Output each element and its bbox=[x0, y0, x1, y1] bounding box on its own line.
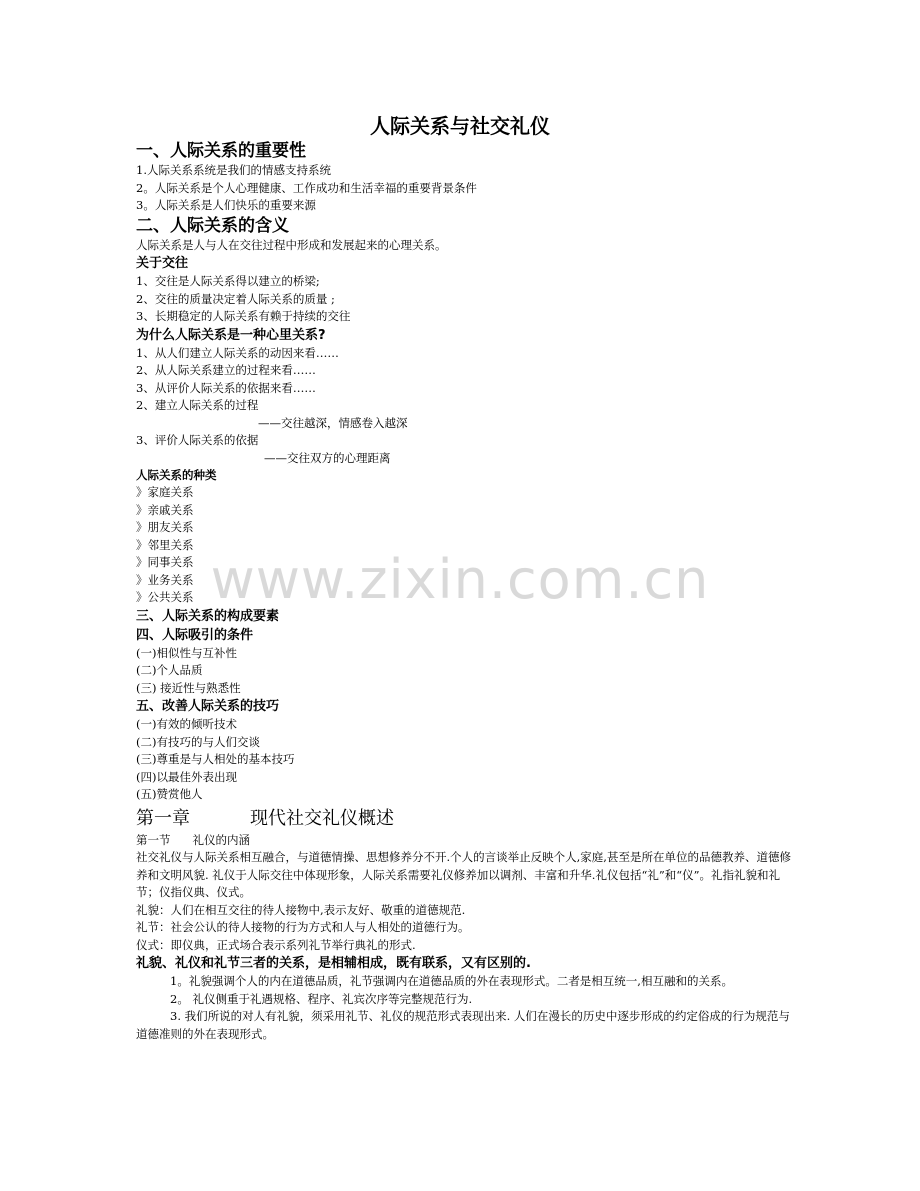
s2-sub1-item: 2、交往的质量决定着人际关系的质量 ; bbox=[136, 291, 335, 306]
relation-point: 1。礼貌强调个人的内在道德品质，礼节强调内在道德品质的外在表现形式。二者是相互统一,相互融和的关系。 bbox=[170, 974, 733, 988]
document-body bbox=[136, 140, 796, 1043]
relation-type-item: 》公共关系 bbox=[136, 590, 194, 604]
relation-point: 3. 我们所说的对人有礼貌，须采用礼节、礼仪的规范形式表现出来. 人们在漫长的历史中逐步形成的约定俗成的行为规范与道德准则的外在表现形式。 bbox=[136, 1009, 790, 1041]
section-heading bbox=[136, 832, 796, 850]
relation-type-item: 》亲戚关系 bbox=[136, 502, 194, 517]
s2-types-heading: 人际关系的种类 bbox=[136, 468, 217, 482]
s5-item: (三)尊重是与人相处的基本技巧 bbox=[136, 752, 295, 766]
s5-item: (一)有效的倾听技术 bbox=[136, 717, 237, 731]
section-4-heading: 四、人际吸引的条件 bbox=[136, 627, 254, 643]
section-number: 第一节 bbox=[136, 832, 171, 847]
relation-heading: 礼貌、礼仪和礼节三者的关系，是相辅相成，既有联系，又有区别的. bbox=[136, 956, 531, 971]
relation-type-item: 》业务关系 bbox=[136, 572, 194, 587]
s2-dash-note: ——交往越深，情感卷入越深 bbox=[258, 415, 408, 430]
s2-subheading-why: 为什么人际关系是一种心里关系? bbox=[136, 327, 326, 343]
s5-item: (二)有技巧的与人们交谈 bbox=[136, 734, 260, 749]
s2-sub2-item: 1、从人们建立人际关系的动因来看…… bbox=[136, 345, 339, 360]
s2-sub2-item: 2、从人际关系建立的过程来看…… bbox=[136, 363, 316, 377]
s2-sub1-item: 1、交往是人际关系得以建立的桥梁; bbox=[136, 274, 320, 288]
relation-type-item: 》邻里关系 bbox=[136, 537, 194, 552]
chapter-number: 第一章 bbox=[136, 807, 190, 829]
s4-item: (二)个人品质 bbox=[136, 663, 203, 677]
s5-item: (五)赞赏他人 bbox=[136, 787, 203, 801]
definition-lijie: 礼节：社会公认的待人接物的行为方式和人与人相处的道德行为。 bbox=[136, 920, 470, 934]
s4-item: (三) 接近性与熟悉性 bbox=[136, 680, 241, 695]
s2-sub2-item: 3、评价人际关系的依据 bbox=[136, 433, 259, 447]
section-5-heading: 五、改善人际关系的技巧 bbox=[136, 699, 280, 714]
s1-item: 1.人际关系系统是我们的情感支持系统 bbox=[136, 163, 331, 177]
chapter-title: 现代社交礼仪概述 bbox=[250, 807, 394, 829]
document-title: 人际关系与社交礼仪 bbox=[370, 114, 550, 138]
s2-sub2-item: 3、从评价人际关系的依据来看…… bbox=[136, 380, 316, 395]
relation-type-item: 》同事关系 bbox=[136, 555, 194, 569]
s4-item: (一)相似性与互补性 bbox=[136, 645, 237, 660]
s2-definition: 人际关系是人与人在交往过程中形成和发展起来的心理关系。 bbox=[136, 237, 447, 252]
watermark: www.zixin.com.cn bbox=[210, 548, 710, 611]
section-title: 礼仪的内涵 bbox=[192, 832, 250, 847]
s2-sub2-item: 2、建立人际关系的过程 bbox=[136, 398, 259, 412]
s1-item: 2。人际关系是个人心理健康、工作成功和生活幸福的重要背景条件 bbox=[136, 180, 477, 195]
s5-item: (四)以最佳外表出现 bbox=[136, 769, 237, 784]
s2-subheading-communication: 关于交往 bbox=[136, 256, 189, 271]
relation-type-item: 》朋友关系 bbox=[136, 520, 194, 534]
section-1-heading: 一、人际关系的重要性 bbox=[136, 141, 306, 161]
s2-dash-note: ——交往双方的心理距离 bbox=[264, 450, 391, 465]
relation-type-item: 》家庭关系 bbox=[136, 485, 194, 499]
definition-limao: 礼貌：人们在相互交往的待人接物中,表示友好、敬重的道德规范. bbox=[136, 902, 466, 917]
section-3-heading: 三、人际关系的构成要素 bbox=[136, 608, 280, 624]
definition-yishi: 仪式：即仪典，正式场合表示系列礼节举行典礼的形式. bbox=[136, 937, 416, 952]
section-2-heading: 二、人际关系的含义 bbox=[136, 215, 289, 236]
s1-item: 3。人际关系是人们快乐的重要来源 bbox=[136, 198, 316, 212]
s2-sub1-item: 3、长期稳定的人际关系有赖于持续的交往 bbox=[136, 309, 351, 323]
relation-point: 2。 礼仪侧重于礼遇规格、程序、礼宾次序等完整规范行为. bbox=[170, 991, 473, 1006]
chapter-heading bbox=[136, 806, 796, 832]
chapter-paragraph: 社交礼仪与人际关系相互融合，与道德情操、思想修养分不开.个人的言谈举止反映个人,家庭,甚至是所在单位的品德教养、道德修养和文明风貌. 礼仪于人际交往中体现形象，人际关系需要礼仪修养加以调剂、丰富和升华.礼仪包括“礼”和“仪”。礼指礼貌和礼节；仪指仪典、仪式。 bbox=[136, 850, 791, 899]
